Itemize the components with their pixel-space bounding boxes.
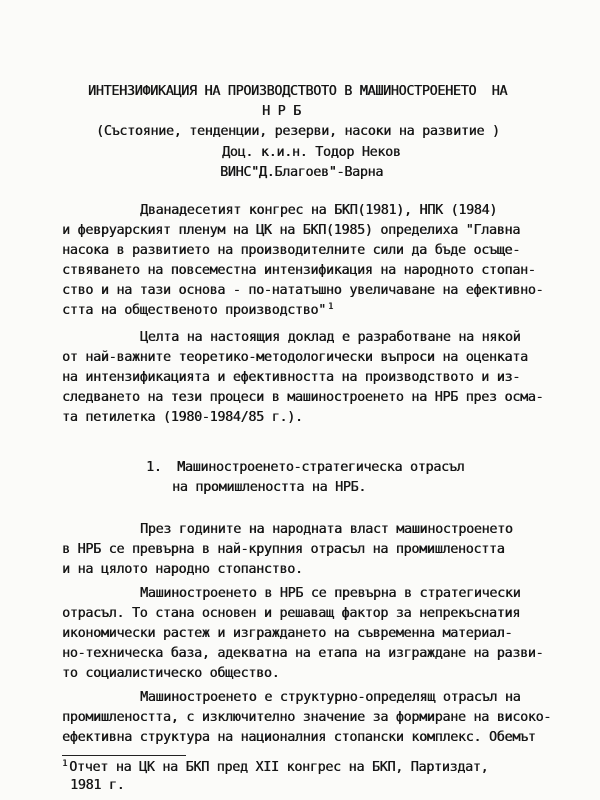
intro-line: следването на тези процеси в машиностроенето на НРБ през осма- xyxy=(62,390,544,405)
section-line: но-техническа база, адекватна на етапа на изграждане на разви- xyxy=(62,646,544,661)
section-heading: 1. Машиностроенето-стратегическа отрасъл xyxy=(146,460,465,475)
section-line: промишлеността, с изключително значение за формиране на високо- xyxy=(62,710,551,725)
intro-line xyxy=(62,301,333,323)
section-line: Машиностроенето в НРБ се превърна в стратегически xyxy=(140,586,521,601)
section-line: в НРБ се превърна в най-крупния отрасъл на промишлеността xyxy=(62,542,505,557)
intro-line: насока в развитието на производителните сили да бъде осъще- xyxy=(62,243,520,258)
intro-line: Дванадесетият конгрес на БКП(1981), НПК (1984) xyxy=(140,203,498,218)
section-heading: на промишлеността на НРБ. xyxy=(172,480,367,495)
section-line: ефективна структура на националния стопански комплекс. Обемът xyxy=(62,730,536,745)
document-country: Н Р Б xyxy=(262,104,301,119)
section-line: и на цялото народно стопанство. xyxy=(62,562,303,577)
document-subtitle: (Състояние, тенденции, резерви, насоки на развитие ) xyxy=(96,124,500,139)
footnote-line: 1981 г. xyxy=(70,778,125,793)
section-line: През годините на народната власт машиностроенето xyxy=(140,522,513,537)
section-line: Машиностроенето е структурно-определящ отрасъл на xyxy=(140,690,521,705)
section-line: икономически растеж и изграждането на съвременна материал- xyxy=(62,626,513,641)
intro-line: Целта на настоящия доклад е разработване на някой xyxy=(140,330,521,345)
intro-line: ствяването на повсеместна интензификация на народното стопан- xyxy=(62,263,536,278)
intro-line: и февруарският пленум на ЦК на БКП(1985) определиха "Главна xyxy=(62,223,520,238)
document-title: ИНТЕНЗИФИКАЦИЯ НА ПРОИЗВОДСТВОТО В МАШИНОСТРОЕНЕТО НА xyxy=(88,84,508,99)
section-line: отрасъл. То стана основен и решаващ фактор за непрекъснатия xyxy=(62,606,520,621)
author-institution: ВИНС"Д.Благоев"-Варна xyxy=(220,165,383,180)
intro-line: ство и на тази основа - по-нататъшно увеличаване на ефективно- xyxy=(62,283,544,298)
footnote-text: Отчет на ЦК на БКП пред XII конгрес на БКП, Партиздат, xyxy=(69,760,489,775)
footnote-mark: 1 xyxy=(62,759,68,769)
intro-line: на интензификацията и ефективността на производството и из- xyxy=(62,370,520,385)
intro-line: от най-важните теоретико-методологически въпроси на оценката xyxy=(62,350,528,365)
footnote-line xyxy=(62,758,488,780)
section-line: то социалистическо общество. xyxy=(62,666,280,681)
intro-line-text: стта на общественото производство" xyxy=(62,303,326,318)
footnote-marker: 1 xyxy=(327,302,334,312)
footnote-rule xyxy=(62,755,186,756)
author-name: Доц. к.и.н. Тодор Неков xyxy=(222,145,401,160)
intro-line: та петилетка (1980-1984/85 г.). xyxy=(62,410,303,425)
